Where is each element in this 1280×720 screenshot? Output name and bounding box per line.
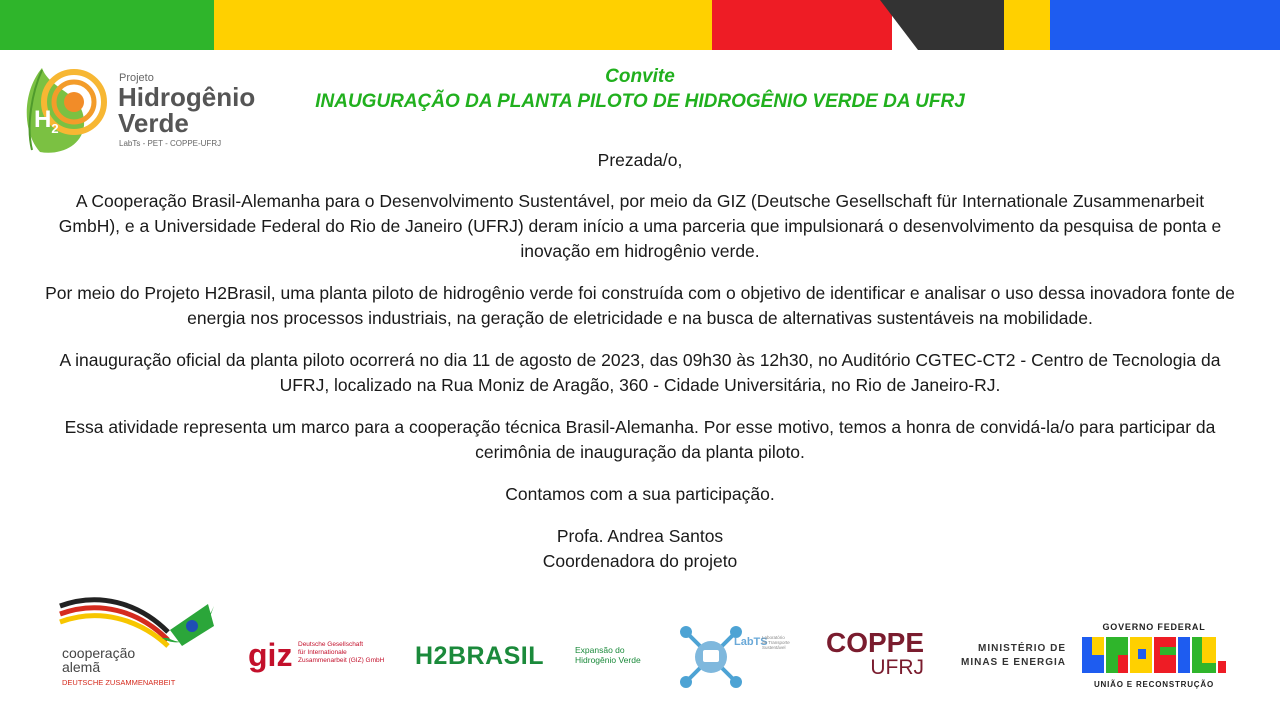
convite-label: Convite (605, 66, 675, 87)
partner-logos (0, 588, 1280, 720)
paragraph-3: A inauguração oficial da planta piloto ocorrerá no dia 11 de agosto de 2023, das 09h30 às 12h30, no Auditório CGTEC-CT2 - Centro de Tecnologia da UFRJ, localizado na Rua Moniz de Aragão, 360 - Cidade Universitária, no Rio de Janeiro-RJ. (59, 350, 1221, 395)
invitation-letter (40, 148, 1240, 574)
page-title: INAUGURAÇÃO DA PLANTA PILOTO DE HIDROGÊNIO VERDE DA UFRJ (315, 91, 965, 112)
mme-line1: MINISTÉRIO DE (977, 643, 1066, 654)
coppe-wordmark: COPPE (825, 627, 924, 658)
labts-desc: Laboratório de Transporte Sustentável (762, 635, 790, 650)
mme-logo (948, 642, 1066, 672)
brasil-colorful-wordmark-icon (1080, 635, 1228, 675)
paragraph-4: Essa atividade representa um marco para a cooperação técnica Brasil-Alemanha. Por esse motivo, temos a honra de convidá-la/o para participar da cerimônia de inauguração da planta piloto. (64, 417, 1216, 462)
logo-subtitle: LabTs - PET - COPPE-UFRJ (119, 139, 222, 148)
h2brasil-logo (415, 642, 645, 672)
labts-logo (676, 622, 800, 692)
gov-bottom: UNIÃO E RECONSTRUÇÃO (1093, 680, 1214, 689)
gov-top: GOVERNO FEDERAL (1102, 622, 1206, 632)
giz-wordmark: giz (248, 637, 293, 673)
ufrj-wordmark: UFRJ (870, 656, 924, 679)
coop-line2: alemã (62, 659, 101, 675)
verde-label: Verde (118, 108, 189, 138)
mme-line2: MINAS E ENERGIA (960, 657, 1066, 668)
h2-badge: $H_2$ (34, 106, 59, 136)
top-color-bar (0, 0, 1280, 50)
signer-role: Coordenadora do projeto (542, 551, 738, 571)
giz-logo (248, 638, 388, 674)
hidrogenio-label: Hidrogênio (118, 82, 256, 112)
giz-desc: Deutsche Gesellschaft für Internationale Zusammenarbeit (GIZ) GmbH (298, 641, 385, 664)
hidrogenio-verde-logo (22, 62, 282, 154)
projeto-label: Projeto (119, 72, 154, 84)
governo-federal-logo (1080, 622, 1228, 692)
flag-ribbon-icon (58, 592, 218, 648)
coppe-ufrj-logo (812, 628, 924, 684)
h2brasil-desc: Expansão do Hidrogênio Verde (575, 645, 641, 665)
greeting: Prezada/o, (597, 150, 683, 170)
paragraph-1: A Cooperação Brasil-Alemanha para o Desenvolvimento Sustentável, por meio da GIZ (Deutsche Gesellschaft für Internationale Zusammenarbeit GmbH), e a Universidade Federal do Rio de Janeiro (UFRJ) deram início a uma parceria que impulsionará o desenvolvimento da pesquisa de ponta e inovação em hidrogênio verde. (58, 191, 1222, 261)
coop-line3: DEUTSCHE ZUSAMMENARBEIT (62, 678, 176, 687)
invitation-header (280, 65, 1000, 115)
cooperacao-alema-logo (58, 592, 218, 692)
labts-wordmark: LabTS (734, 636, 768, 648)
h2brasil-wordmark: H2BRASIL (415, 642, 545, 670)
labts-network-icon (676, 622, 746, 692)
closing: Contamos com a sua participação. (505, 484, 775, 504)
paragraph-2: Por meio do Projeto H2Brasil, uma planta piloto de hidrogênio verde foi construída com o objetivo de identificar e analisar o uso dessa inovadora fonte de energia nos processos industriais, na geração de eletricidade e na busca de alternativas sustentáveis na mobilidade. (45, 283, 1235, 328)
coop-line1: cooperação (62, 645, 136, 661)
signer-name: Profa. Andrea Santos (556, 526, 724, 546)
